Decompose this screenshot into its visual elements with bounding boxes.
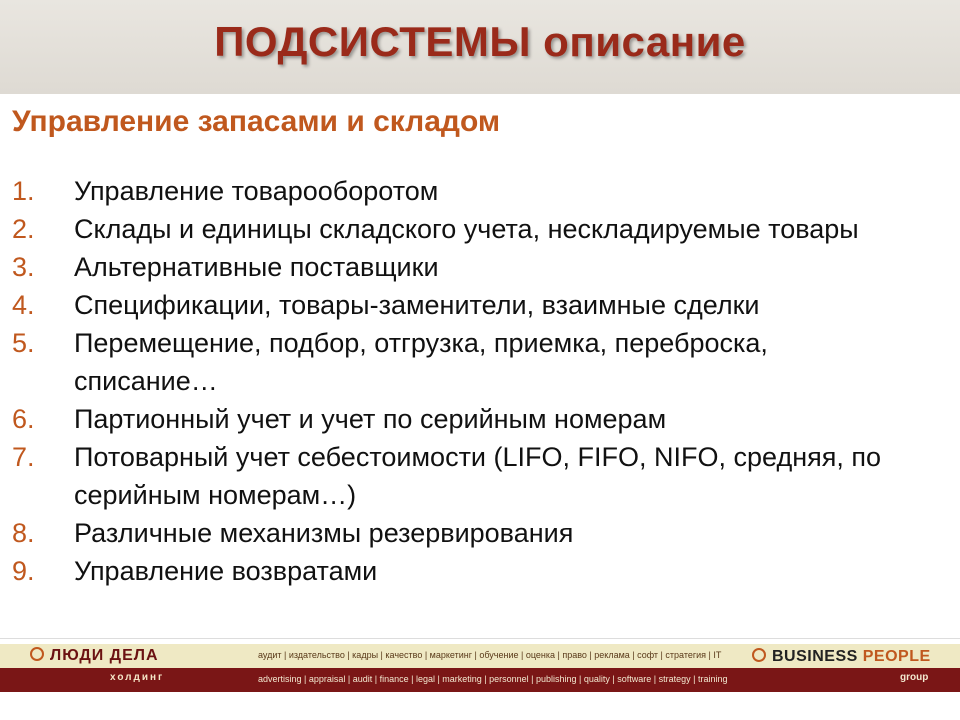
ludi-dela-logo: ЛЮДИ ДЕЛА [30, 647, 159, 665]
list-item [0, 514, 960, 552]
list-item-number: 9. [12, 556, 35, 586]
list-item-text: Различные механизмы резервирования [74, 518, 574, 548]
list-item-text: Перемещение, подбор, отгрузка, приемка, переброска, списание… [74, 328, 768, 396]
ludi-dela-logo-sub: холдинг [110, 672, 165, 683]
list-item [0, 248, 960, 286]
list-item-text: Альтернативные поставщики [74, 252, 439, 282]
logo-ring-icon [752, 648, 766, 662]
list-item-number: 3. [12, 252, 35, 282]
list-item-number: 6. [12, 404, 35, 434]
services-list-en: advertising | appraisal | audit | finance | legal | marketing | personnel | publishing | quality | software | strategy | training [258, 674, 728, 684]
list-item [0, 324, 960, 400]
list-item-number: 2. [12, 214, 35, 244]
list-item-text: Управление возвратами [74, 556, 378, 586]
list-item [0, 172, 960, 210]
business-people-logo-sub: group [900, 672, 929, 683]
list-item-text: Спецификации, товары-заменители, взаимные сделки [74, 290, 760, 320]
list-item-number: 1. [12, 176, 35, 206]
list-item [0, 286, 960, 324]
slide-subtitle: Управление запасами и складом [12, 105, 501, 138]
bottom-strip [0, 694, 960, 720]
numbered-list [0, 172, 960, 590]
list-item-number: 4. [12, 290, 35, 320]
list-item-text: Склады и единицы складского учета, нескладируемые товары [74, 214, 859, 244]
list-item-text: Партионный учет и учет по серийным номерам [74, 404, 667, 434]
logo-ring-icon [30, 647, 44, 661]
list-item [0, 438, 960, 514]
services-list-ru: аудит | издательство | кадры | качество | маркетинг | обучение | оценка | право | реклама | софт | стратегия | IT [258, 650, 722, 660]
list-item-text: Потоварный учет себестоимости (LIFO, FIFO, NIFO, средняя, по серийным номерам…) [74, 442, 881, 510]
list-item [0, 552, 960, 590]
list-item-number: 8. [12, 518, 35, 548]
list-item-number: 7. [12, 442, 35, 472]
list-item [0, 400, 960, 438]
slide-title: ПОДСИСТЕМЫ описание [214, 18, 746, 65]
list-item-number: 5. [12, 328, 35, 358]
business-people-logo: BUSINESS PEOPLE [752, 648, 931, 666]
list-item-text: Управление товарооборотом [74, 176, 439, 206]
list-item [0, 210, 960, 248]
